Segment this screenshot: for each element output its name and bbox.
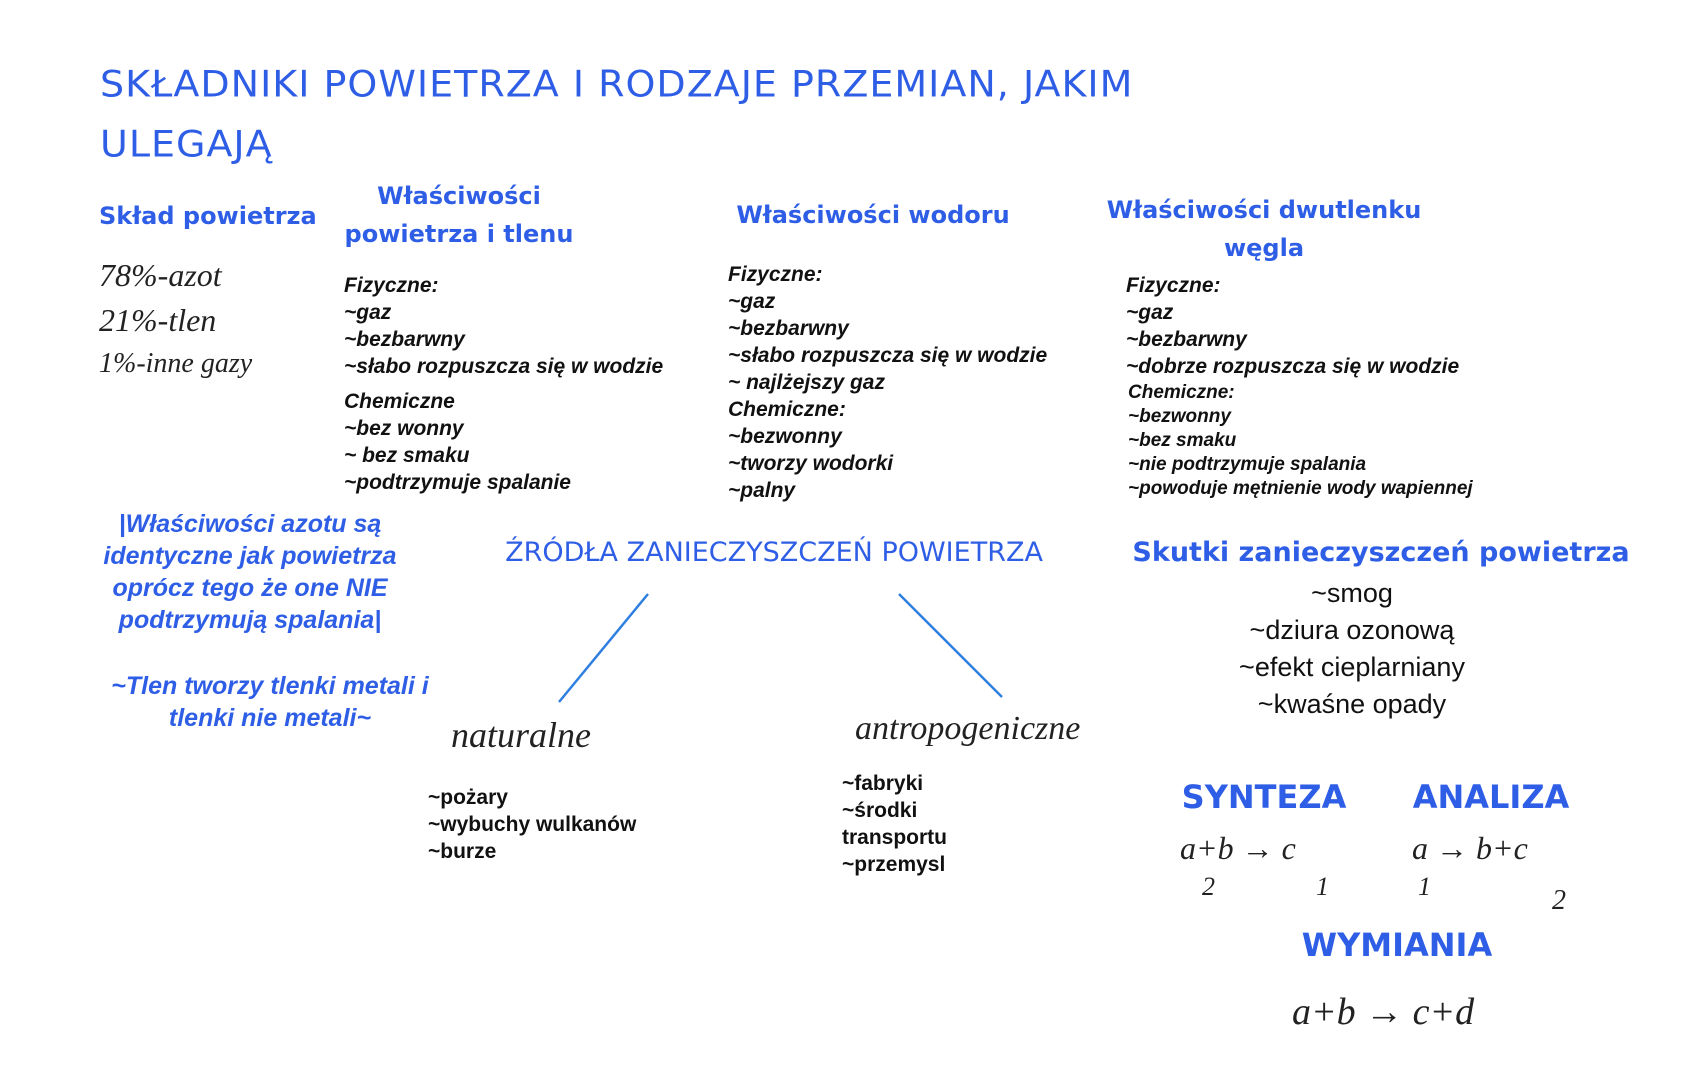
list-line: ~palny: [728, 479, 796, 502]
list-line: Chemiczne:: [1128, 382, 1235, 403]
connector-line-natural: [559, 594, 648, 702]
synthesis-reactants: a+b: [1180, 830, 1234, 866]
synthesis-right-count: 1: [1316, 872, 1329, 901]
list-line: ~bezbarwny: [1126, 328, 1247, 351]
synthesis-products: c: [1281, 830, 1296, 866]
title-line-2: ULEGAJĄ: [100, 123, 273, 165]
natural-label: naturalne: [451, 715, 591, 755]
natural-list: [428, 784, 636, 865]
effects-heading: Skutki zanieczyszczeń powietrza: [1132, 537, 1630, 568]
connector-line-anthropogenic: [899, 594, 1002, 697]
exchange-label: WYMIANIA: [1301, 926, 1493, 964]
note-line: podtrzymują spalania|: [118, 606, 382, 634]
synthesis-equation: [1180, 830, 1296, 867]
list-line: ~przemysl: [842, 853, 946, 876]
hydrogen-heading: Właściwości wodoru: [736, 201, 1010, 229]
list-line: ~ najlżejszy gaz: [728, 371, 885, 394]
analysis-reactants: a: [1412, 830, 1428, 866]
sources-heading: ŹRÓDŁA ZANIECZYSZCZEŃ POWIETRZA: [505, 537, 1043, 568]
note-line: identyczne jak powietrza: [103, 542, 397, 570]
list-line: ~słabo rozpuszcza się w wodzie: [344, 355, 664, 378]
note-line: tlenki nie metali~: [168, 704, 372, 732]
exchange-equation: a+b → c+d: [1292, 991, 1475, 1033]
list-line: ~nie podtrzymuje spalania: [1128, 454, 1367, 475]
composition-item: 21%-tlen: [99, 302, 217, 338]
list-line: ~bezbarwny: [344, 328, 465, 351]
note-line: oprócz tego że one NIE: [112, 574, 388, 602]
note-line: |Właściwości azotu są: [118, 510, 382, 538]
arrow-icon: →: [1436, 830, 1468, 866]
list-line: ~ bez smaku: [344, 444, 470, 467]
synthesis-left-count: 2: [1202, 872, 1215, 901]
list-line: ~burze: [428, 840, 497, 863]
effect-item: ~efekt cieplarniany: [1239, 652, 1465, 682]
list-line: ~bezwonny: [728, 425, 842, 448]
list-line: ~bez smaku: [1128, 430, 1237, 451]
list-line: ~gaz: [728, 290, 776, 313]
analysis-label: ANALIZA: [1412, 778, 1570, 816]
list-line: Chemiczne:: [728, 398, 846, 421]
title-line-1: SKŁADNIKI POWIETRZA I RODZAJE PRZEMIAN, JAKIM: [100, 63, 1134, 105]
heading-line: Właściwości: [377, 182, 541, 210]
list-line: ~fabryki: [842, 772, 924, 795]
list-line: ~podtrzymuje spalanie: [344, 471, 571, 494]
list-line: ~gaz: [1126, 301, 1174, 324]
analysis-products: b+c: [1476, 830, 1528, 866]
heading-line: powietrza i tlenu: [344, 220, 574, 248]
analysis-equation: [1412, 830, 1528, 867]
note-line: ~Tlen tworzy tlenki metali i: [111, 672, 429, 700]
anthropogenic-label: antropogeniczne: [855, 710, 1081, 747]
list-line: ~dobrze rozpuszcza się w wodzie: [1126, 355, 1460, 378]
effect-item: ~kwaśne opady: [1257, 689, 1447, 719]
list-line: ~pożary: [428, 786, 508, 809]
list-line: ~tworzy wodorki: [728, 452, 894, 475]
list-line: ~środki: [842, 799, 918, 822]
composition-heading: Skład powietrza: [99, 202, 317, 230]
anthropogenic-list: [842, 770, 947, 878]
list-line: ~powoduje mętnienie wody wapiennej: [1128, 478, 1473, 499]
effect-item: ~dziura ozonową: [1249, 615, 1455, 645]
arrow-icon: →: [1241, 830, 1274, 866]
composition-item: 1%-inne gazy: [99, 348, 253, 379]
analysis-left-count: 1: [1418, 872, 1431, 901]
list-line: transportu: [842, 826, 947, 849]
composition-item: 78%-azot: [99, 257, 222, 293]
list-line: ~bezbarwny: [728, 317, 849, 340]
list-line: Chemiczne: [344, 390, 455, 413]
list-line: Fizyczne:: [728, 263, 823, 286]
heading-line: Właściwości dwutlenku: [1106, 196, 1422, 224]
list-line: Fizyczne:: [1126, 274, 1221, 297]
analysis-right-count: 2: [1552, 885, 1566, 916]
list-line: ~słabo rozpuszcza się w wodzie: [728, 344, 1048, 367]
list-line: Fizyczne:: [344, 274, 439, 297]
list-line: ~wybuchy wulkanów: [428, 813, 637, 836]
effects-list: [1239, 575, 1465, 723]
list-line: ~bezwonny: [1128, 406, 1231, 427]
synthesis-label: SYNTEZA: [1181, 778, 1347, 816]
list-line: ~gaz: [344, 301, 392, 324]
effect-item: ~smog: [1311, 578, 1393, 608]
heading-line: węgla: [1223, 234, 1305, 262]
list-line: ~bez wonny: [344, 417, 464, 440]
